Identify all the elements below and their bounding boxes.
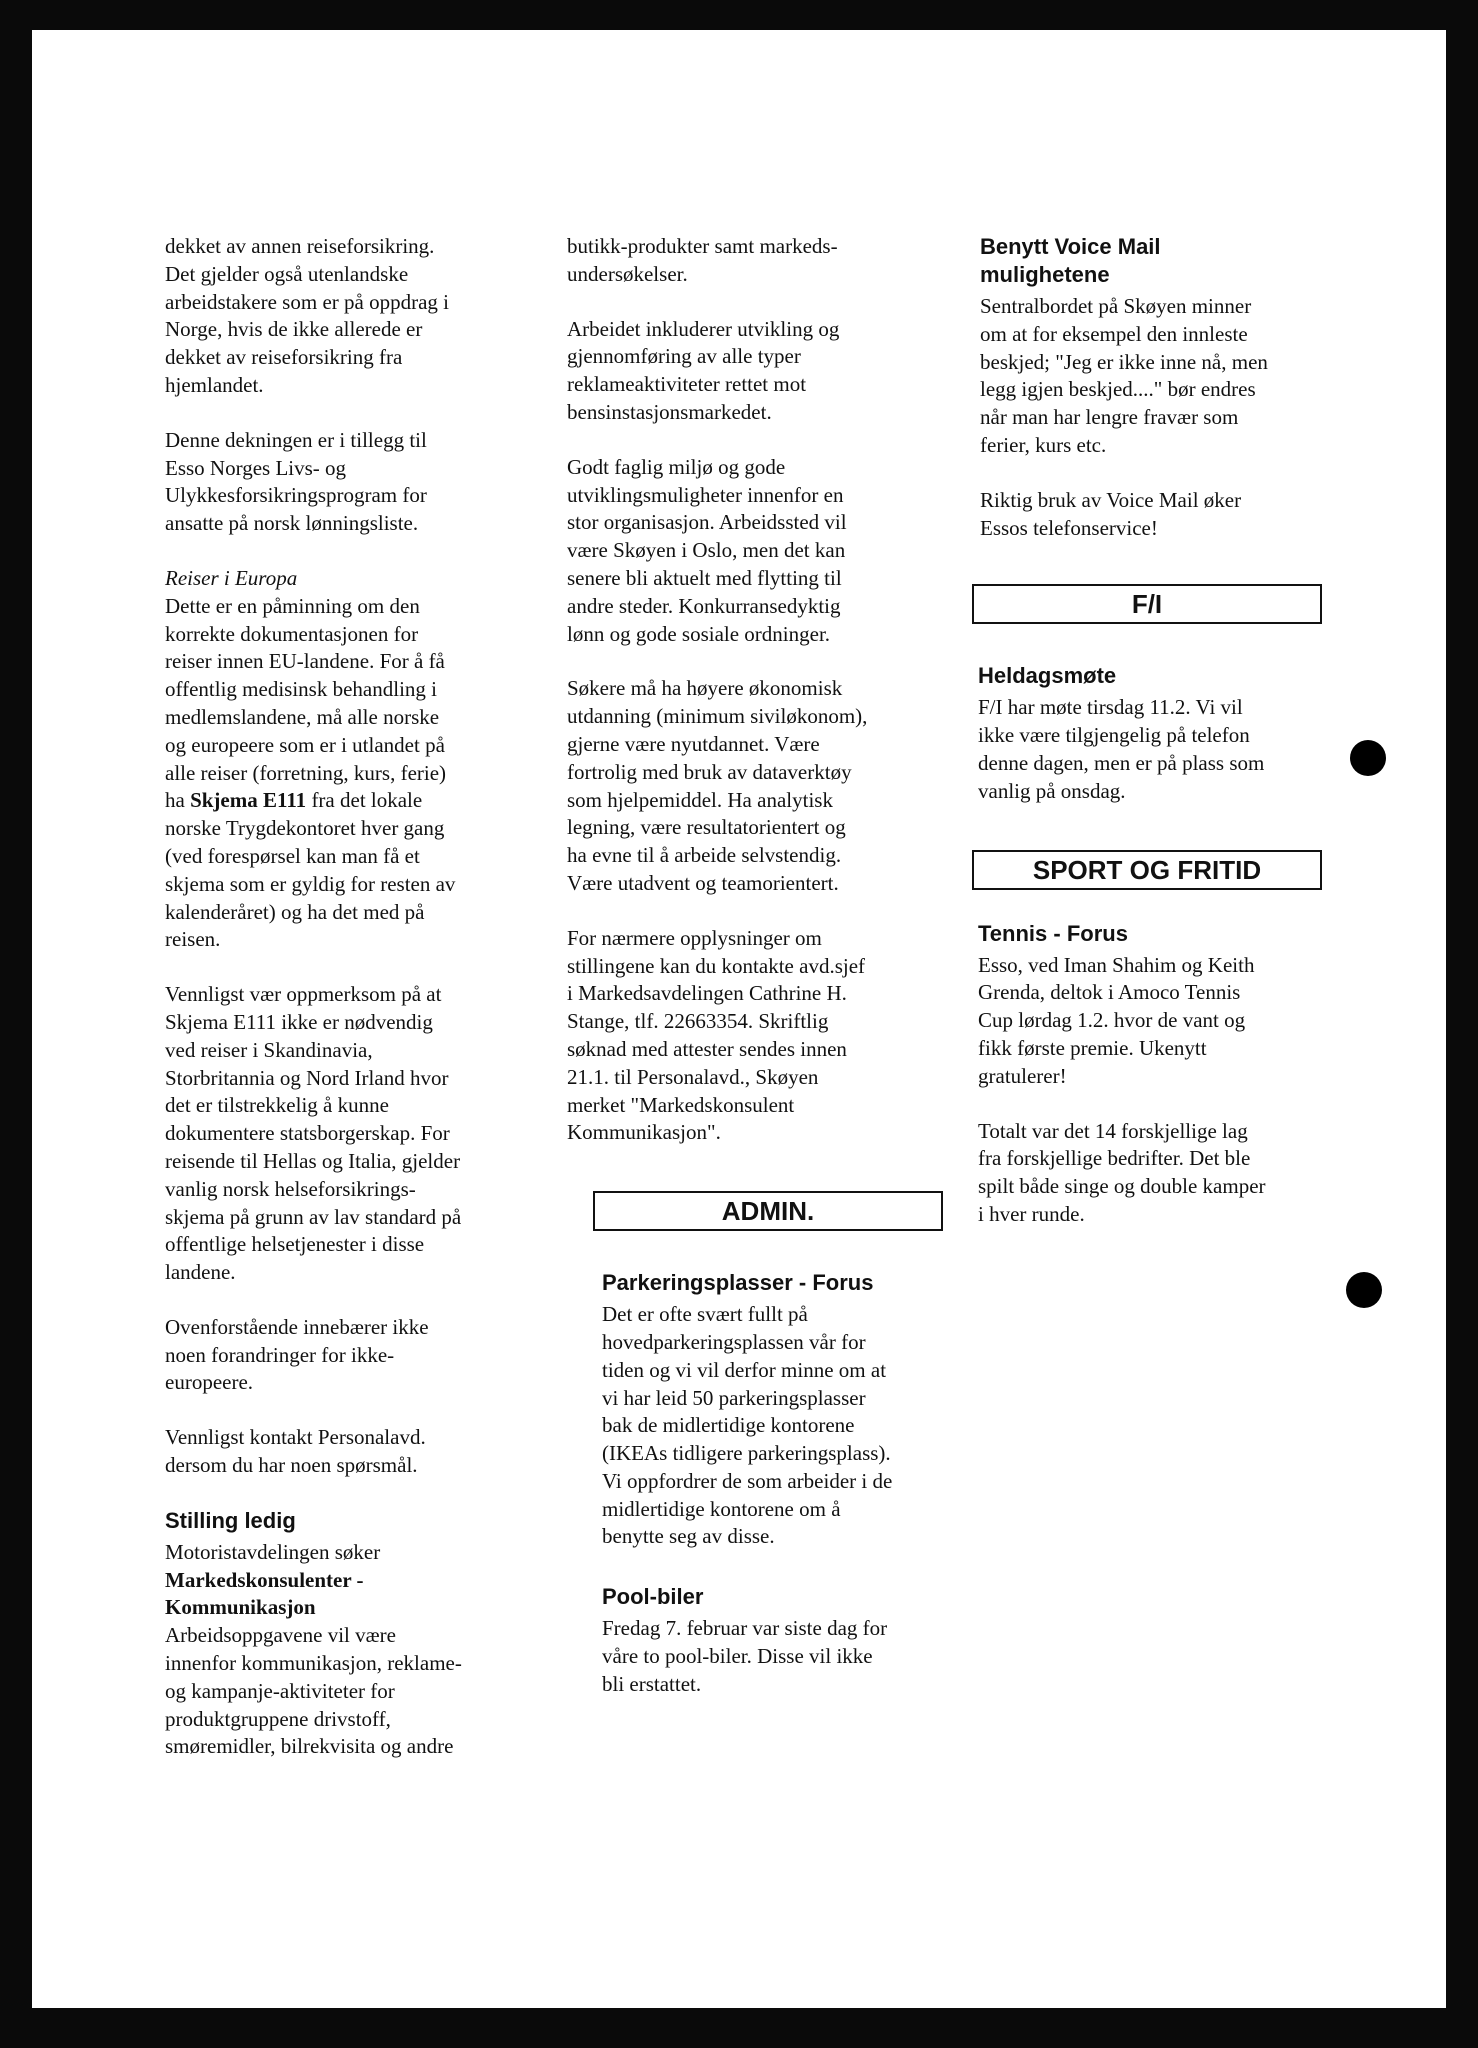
text-line: Storbritannia og Nord Irland hvor bbox=[165, 1065, 449, 1090]
text-line: andre steder. Konkurransedyktig bbox=[567, 593, 841, 618]
text-line: smøremidler, bilrekvisita og andre bbox=[165, 1734, 454, 1759]
document-page bbox=[32, 30, 1446, 2008]
punch-hole-dot bbox=[1350, 740, 1386, 776]
text-line: spilt både singe og double kamper bbox=[978, 1174, 1266, 1199]
paragraph bbox=[165, 427, 545, 538]
text-line: legg igjen beskjed...." bør endres bbox=[980, 377, 1256, 402]
paragraph bbox=[165, 593, 545, 788]
text-line: reklameaktiviteter rettet mot bbox=[567, 372, 807, 397]
text-line: vanlig på onsdag. bbox=[978, 778, 1126, 803]
text-line: og europeere som er i utlandet på bbox=[165, 732, 445, 757]
paragraph bbox=[567, 454, 967, 649]
text-line: Ovenforstående innebærer ikke bbox=[165, 1314, 429, 1339]
paragraph bbox=[602, 1301, 967, 1551]
text-line: 21.1. til Personalavd., Skøyen bbox=[567, 1064, 819, 1089]
text-line: om at for eksempel den innleste bbox=[980, 321, 1248, 346]
text-line: Arbeidsoppgavene vil være bbox=[165, 1623, 396, 1648]
text-line: landene. bbox=[165, 1260, 236, 1285]
text-line: Dette er en påminning om den bbox=[165, 593, 420, 618]
text-line: være Skøyen i Oslo, men det kan bbox=[567, 538, 846, 563]
text-line: midlertidige kontorene om å bbox=[602, 1496, 841, 1521]
text-line: ha Skjema E111 fra det lokale bbox=[165, 788, 423, 813]
text-line: reisende til Hellas og Italia, gjelder bbox=[165, 1148, 461, 1173]
text-line: i hver runde. bbox=[978, 1201, 1085, 1226]
text-line: mulighetene bbox=[980, 262, 1110, 287]
text-line: stillingene kan du kontakte avd.sjef bbox=[567, 953, 866, 978]
text-line: dersom du har noen spørsmål. bbox=[165, 1453, 418, 1478]
text-line: gjerne være nyutdannet. Være bbox=[567, 731, 820, 756]
heading-heldagsmote: Heldagsmøte bbox=[978, 663, 1117, 689]
text-line: Markedskonsulenter - bbox=[165, 1567, 364, 1592]
paragraph bbox=[165, 233, 545, 400]
text-line: skjema som er gyldig for resten av bbox=[165, 871, 456, 896]
text-line: Skjema E111 ikke er nødvendig bbox=[165, 1009, 433, 1034]
text-line: noen forandringer for ikke- bbox=[165, 1342, 395, 1367]
text-line: senere bli aktuelt med flytting til bbox=[567, 565, 842, 590]
text-line: gratulerer! bbox=[978, 1063, 1067, 1088]
text-line: offentlige helsetjenester i disse bbox=[165, 1232, 425, 1257]
text-line: europeere. bbox=[165, 1370, 254, 1395]
paragraph bbox=[165, 1424, 545, 1480]
text-line: benytte seg av disse. bbox=[602, 1524, 775, 1549]
subheading-reiser-i-europa: Reiser i Europa bbox=[165, 565, 298, 590]
text-line: Essos telefonservice! bbox=[980, 515, 1158, 540]
text-line: Benytt Voice Mail bbox=[980, 234, 1161, 259]
text-line: Kommunikasjon". bbox=[567, 1120, 721, 1145]
text-line: undersøkelser. bbox=[567, 261, 688, 286]
text-line: skjema på grunn av lav standard på bbox=[165, 1204, 462, 1229]
text-line: vi har leid 50 parkeringsplasser bbox=[602, 1385, 866, 1410]
text-line: Kommunikasjon bbox=[165, 1595, 316, 1620]
text-line: fra forskjellige bedrifter. Det ble bbox=[978, 1146, 1251, 1171]
text-line: ha evne til å arbeide selvstendig. bbox=[567, 843, 842, 868]
bold-title bbox=[165, 1567, 545, 1623]
text-line: som hjelpemiddel. Ha analytisk bbox=[567, 787, 833, 812]
text-line: dokumentere statsborgerskap. For bbox=[165, 1121, 450, 1146]
text-line: kalenderåret) og ha det med på bbox=[165, 899, 425, 924]
text-line: Denne dekningen er i tillegg til bbox=[165, 427, 427, 452]
heading-pool-biler: Pool-biler bbox=[602, 1584, 704, 1610]
text-line: våre to pool-biler. Disse vil ikke bbox=[602, 1644, 873, 1669]
text-line: hovedparkeringsplassen vår for bbox=[602, 1329, 866, 1354]
text-line: Grenda, deltok i Amoco Tennis bbox=[978, 980, 1241, 1005]
text-line: Sentralbordet på Skøyen minner bbox=[980, 294, 1252, 318]
text-line: hjemlandet. bbox=[165, 372, 264, 397]
text-line: fikk første premie. Ukenytt bbox=[978, 1035, 1207, 1060]
text-line: Det er ofte svært fullt på bbox=[602, 1302, 808, 1327]
text-line: bak de midlertidige kontorene bbox=[602, 1413, 855, 1438]
section-stilling: Motoristavdelingen søker Markedskonsulenter - Kommunikasjon Arbeidsoppgavene vil være innenfor kommunikasjon, reklame- og kampanje-aktiviteter for produktgruppene drivstoff, smøremidler, bilrekvisita og andre bbox=[165, 1539, 545, 1761]
text-line: merket "Markedskonsulent bbox=[567, 1092, 795, 1117]
text-line: bli erstattet. bbox=[602, 1671, 702, 1696]
paragraph bbox=[980, 293, 1382, 460]
text-line: F/I har møte tirsdag 11.2. Vi vil bbox=[978, 695, 1243, 720]
text-line: produktgruppene drivstoff, bbox=[165, 1706, 391, 1731]
text-line: Stange, tlf. 22663354. Skriftlig bbox=[567, 1009, 829, 1034]
text-line: (IKEAs tidligere parkeringsplass). bbox=[602, 1441, 891, 1466]
text-line: Være utadvent og teamorientert. bbox=[567, 870, 839, 895]
punch-hole-dot bbox=[1346, 1272, 1382, 1308]
text-line: det er tilstrekkelig å kunne bbox=[165, 1093, 389, 1118]
text-line: Totalt var det 14 forskjellige lag bbox=[978, 1118, 1248, 1143]
text-line: reiser innen EU-landene. For å få bbox=[165, 649, 445, 674]
text-line: dekket av reiseforsikring fra bbox=[165, 345, 403, 370]
text-line: Fredag 7. februar var siste dag for bbox=[602, 1616, 888, 1641]
paragraph bbox=[165, 1314, 545, 1397]
paragraph bbox=[602, 1615, 967, 1698]
text-line: gjennomføring av alle typer bbox=[567, 344, 801, 369]
text-line: Esso, ved Iman Shahim og Keith bbox=[978, 952, 1255, 977]
heading-parkeringsplasser: Parkeringsplasser - Forus bbox=[602, 1270, 874, 1296]
text-line: vanlig norsk helseforsikrings- bbox=[165, 1176, 416, 1201]
text-line: stor organisasjon. Arbeidssted vil bbox=[567, 510, 847, 535]
text-line: Vi oppfordrer de som arbeider i de bbox=[602, 1468, 893, 1493]
text-line: denne dagen, men er på plass som bbox=[978, 750, 1265, 775]
text-line: ved reiser i Skandinavia, bbox=[165, 1037, 373, 1062]
text-line: Det gjelder også utenlandske bbox=[165, 261, 409, 286]
heading-voice-mail bbox=[980, 233, 1382, 289]
section-reiser bbox=[165, 565, 545, 954]
text-line: innenfor kommunikasjon, reklame- bbox=[165, 1651, 462, 1676]
text-line: Riktig bruk av Voice Mail øker bbox=[980, 487, 1242, 512]
text-line: medlemslandene, må alle norske bbox=[165, 704, 440, 729]
banner-sport-og-fritid: SPORT OG FRITID bbox=[972, 850, 1322, 890]
banner-admin: ADMIN. bbox=[593, 1191, 943, 1231]
paragraph bbox=[567, 925, 967, 1147]
text-line: lønn og gode sosiale ordninger. bbox=[567, 621, 831, 646]
heading-tennis-forus: Tennis - Forus bbox=[978, 920, 1128, 946]
column-3 bbox=[972, 233, 1382, 1256]
text-line: bensinstasjonsmarkedet. bbox=[567, 399, 772, 424]
text-line: butikk-produkter samt markeds- bbox=[567, 234, 838, 258]
text-line: beskjed; "Jeg er ikke inne nå, men bbox=[980, 349, 1268, 374]
text-line: reisen. bbox=[165, 927, 221, 952]
text-line: når man har lengre fravær som bbox=[980, 405, 1239, 430]
paragraph bbox=[567, 233, 967, 289]
text-line: i Markedsavdelingen Cathrine H. bbox=[567, 981, 847, 1006]
paragraph bbox=[978, 694, 1382, 805]
text-line: legning, være resultatorientert og bbox=[567, 815, 846, 840]
text-line: ferier, kurs etc. bbox=[980, 432, 1107, 457]
text-line: søknad med attester sendes innen bbox=[567, 1036, 847, 1061]
text-line: tiden og vi vil derfor minne om at bbox=[602, 1357, 887, 1382]
text-line: utviklingsmuligheter innenfor en bbox=[567, 482, 844, 507]
paragraph bbox=[165, 815, 545, 954]
text-line: arbeidstakere som er på oppdrag i bbox=[165, 289, 449, 314]
paragraph bbox=[567, 316, 967, 427]
text-line: Cup lørdag 1.2. hvor de vant og bbox=[978, 1008, 1246, 1033]
text-line: Ulykkesforsikringsprogram for bbox=[165, 483, 427, 508]
text-line: (ved forespørsel kan man få et bbox=[165, 843, 420, 868]
paragraph bbox=[978, 1118, 1382, 1229]
text-line: Vennligst vær oppmerksom på at bbox=[165, 982, 442, 1007]
text-line: norske Trygdekontoret hver gang bbox=[165, 816, 445, 841]
bold-text: Skjema E111 bbox=[190, 788, 307, 813]
paragraph bbox=[165, 981, 545, 1287]
text-line: Esso Norges Livs- og bbox=[165, 455, 347, 480]
text-line: Norge, hvis de ikke allerede er bbox=[165, 317, 423, 342]
text-line: ansatte på norsk lønningsliste. bbox=[165, 511, 419, 536]
column-1 bbox=[165, 233, 545, 1788]
paragraph bbox=[165, 1622, 545, 1761]
paragraph bbox=[978, 952, 1382, 1091]
text-line: og kampanje-aktiviteter for bbox=[165, 1678, 395, 1703]
banner-fi: F/I bbox=[972, 584, 1322, 624]
text-line: Arbeidet inkluderer utvikling og bbox=[567, 316, 840, 341]
text-line: dekket av annen reiseforsikring. bbox=[165, 234, 435, 258]
paragraph bbox=[980, 487, 1382, 543]
text-line: Søkere må ha høyere økonomisk bbox=[567, 676, 843, 701]
paragraph bbox=[567, 675, 967, 897]
column-2 bbox=[567, 233, 967, 1726]
text-line: offentlig medisinsk behandling i bbox=[165, 677, 437, 702]
text-line: fortrolig med bruk av dataverktøy bbox=[567, 759, 852, 784]
text-line: korrekte dokumentasjonen for bbox=[165, 621, 419, 646]
text-line: alle reiser (forretning, kurs, ferie) bbox=[165, 760, 447, 785]
text-line: ikke være tilgjengelig på telefon bbox=[978, 723, 1250, 748]
text-line: For nærmere opplysninger om bbox=[567, 925, 822, 950]
text-line: utdanning (minimum siviløkonom), bbox=[567, 704, 868, 729]
text-line: Vennligst kontakt Personalavd. bbox=[165, 1425, 426, 1450]
text-line: Godt faglig miljø og gode bbox=[567, 454, 786, 479]
heading-stilling-ledig: Stilling ledig bbox=[165, 1507, 296, 1533]
